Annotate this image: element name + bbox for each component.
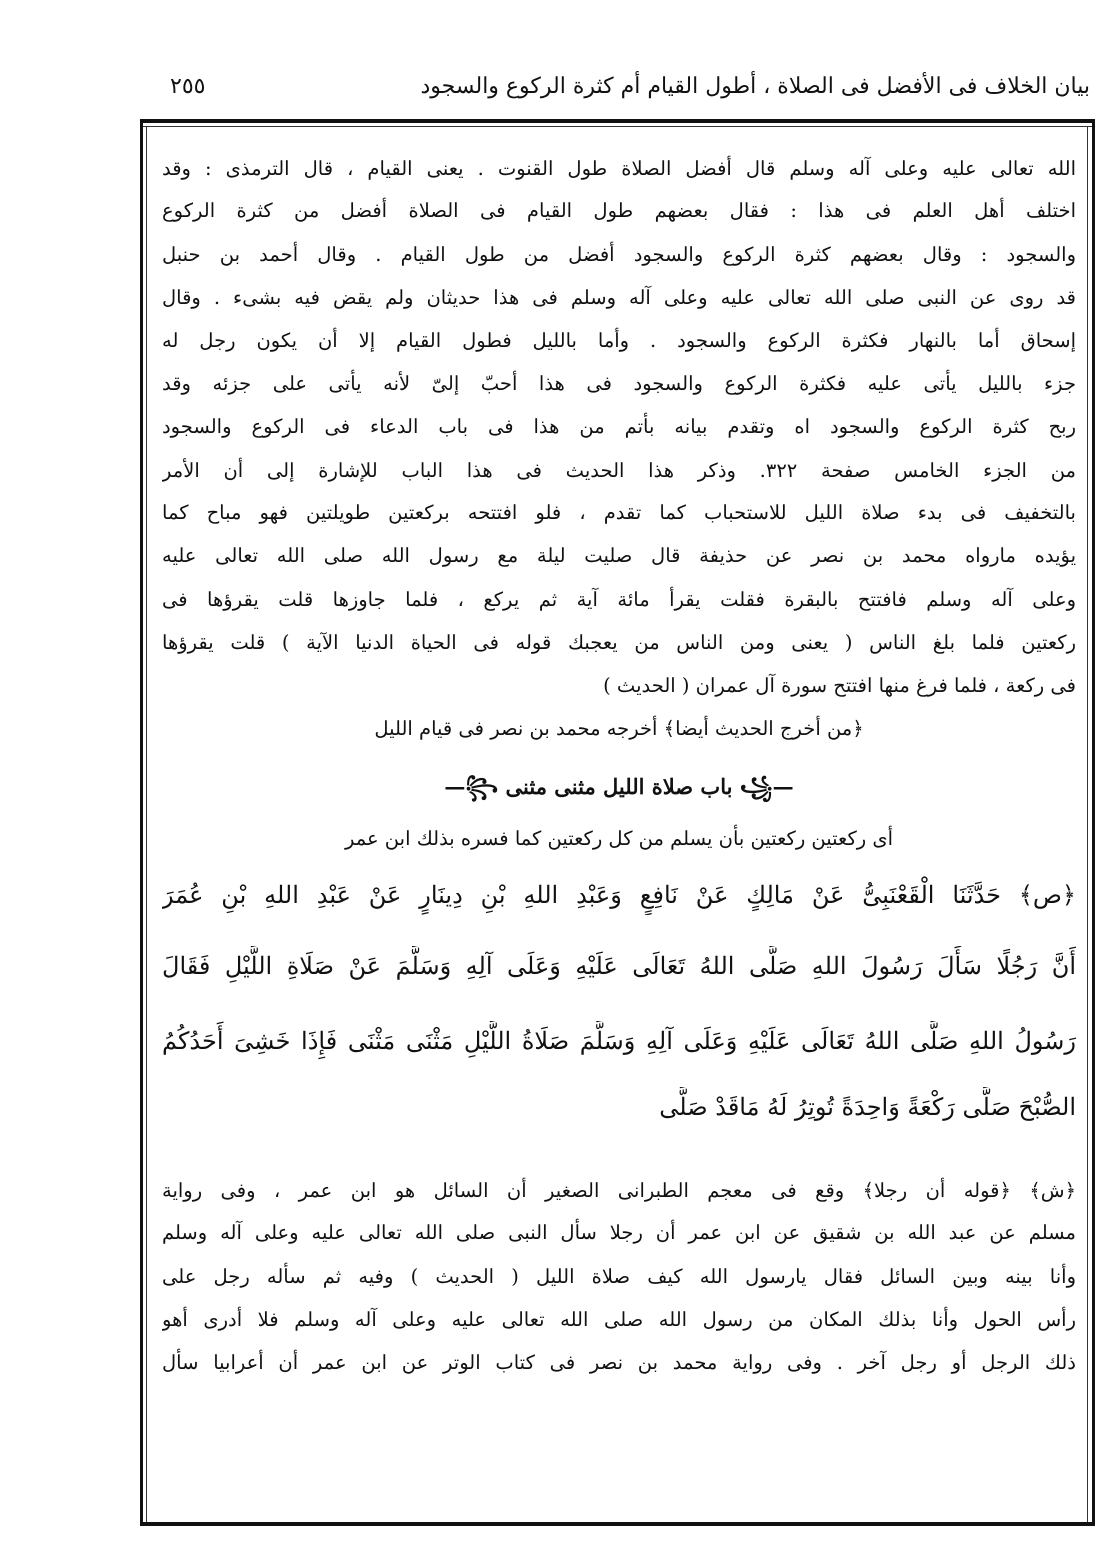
page-number: ٢٥٥ xyxy=(170,74,206,99)
text-line: قد روى عن النبى صلى الله تعالى عليه وعلى آله وسلم فى هذا حديثان ولم يقض فيه بشىء . وقال xyxy=(162,285,1076,309)
commentary-line: ﴿ش﴾ ﴿قوله أن رجلا﴾ وقع فى معجم الطبرانى الصغير أن السائل هو ابن عمر ، وفى رواية xyxy=(162,1178,1076,1202)
frame-left-rule xyxy=(140,119,143,1526)
text-line: فى ركعة ، فلما فرغ منها افتتح سورة آل عمران ( الحديث ) xyxy=(603,673,1076,697)
hadith-line: الصُّبْحَ صَلَّى رَكْعَةً وَاحِدَةً تُوتِرُ لَهُ مَاقَدْ صَلَّى xyxy=(659,1093,1076,1122)
commentary-line: رأس الحول وأنا بذلك المكان من رسول الله صلى الله تعالى عليه وعلى آله وسلم فلا أدرى أهو xyxy=(162,1308,1076,1332)
hadith-line: رَسُولُ اللهِ صَلَّى اللهُ تَعَالَى عَلَيْهِ وَعَلَى آلِهِ وَسَلَّمَ صَلَاةُ اللَّيْلِ مَثْنَى مَثْنَى فَإِذَا خَشِىَ أَحَدُكُمُ xyxy=(162,1026,1076,1055)
text-line: جزء بالليل يأتى عليه فكثرة الركوع والسجود فى هذا أحبّ إلىّ لأنه يأتى على جزئه وقد xyxy=(162,371,1076,395)
header-title: بيان الخلاف فى الأفضل فى الصلاة ، أطول القيام أم كثرة الركوع والسجود xyxy=(420,74,1090,99)
frame-left-rule-thin xyxy=(146,126,147,1522)
text-line: اختلف أهل العلم فى هذا : فقال بعضهم طول القيام فى الصلاة أفضل من كثرة الركوع xyxy=(162,199,1076,223)
text-line: والسجود : وقال بعضهم كثرة الركوع والسجود أفضل من طول القيام . وقال أحمد بن حنبل xyxy=(162,243,1076,267)
text-line: إسحاق أما بالنهار فكثرة الركوع والسجود . وأما بالليل فطول القيام إلا أن يكون رجل له xyxy=(162,329,1076,353)
frame-bottom-rule xyxy=(140,1522,1095,1526)
chapter-note: أى ركعتين ركعتين بأن يسلم من كل ركعتين كما فسره بذلك ابن عمر xyxy=(344,827,894,851)
text-line: من الجزء الخامس صفحة ٣٢٢. وذكر هذا الحديث فى هذا الباب للإشارة إلى أن الأمر xyxy=(162,458,1076,482)
frame-right-rule-thin xyxy=(1087,126,1088,1522)
takhrij-line: ﴿من أخرج الحديث أيضا﴾ أخرجه محمد بن نصر فى قيام الليل xyxy=(374,717,864,741)
text-line: وعلى آله وسلم فافتتح بالبقرة فقلت يقرأ مائة آية ثم يركع ، فلما جاوزها قلت يقرؤها فى xyxy=(162,587,1076,611)
frame-right-rule xyxy=(1092,119,1095,1526)
commentary-line: ذلك الرجل أو رجل آخر . وفى رواية محمد بن نصر فى كتاب الوتر عن ابن عمر أن أعرابيا سأل xyxy=(162,1350,1076,1374)
text-line: ركعتين فلما بلغ الناس ( يعنى ومن الناس من يعجبك قوله فى الحياة الدنيا الآية ) قلت يقرؤها xyxy=(162,631,1076,655)
frame-top-rule-thin xyxy=(140,126,1095,127)
chapter-heading: —꧁ باب صلاة الليل مثنى مثنى ꧂— xyxy=(444,773,794,799)
frame-top-rule xyxy=(140,119,1095,123)
text-line: ربح كثرة الركوع والسجود اه وتقدم بيانه بأتم من هذا فى باب الدعاء فى الركوع والسجود xyxy=(162,415,1076,439)
hadith-line: ﴿ص﴾ حَدَّثَنَا الْقَعْنَبِىُّ عَنْ مَالِكٍ عَنْ نَافِعٍ وَعَبْدِ اللهِ بْنِ دِينَارٍ عَنْ عَبْدِ اللهِ بْنِ عُمَرَ xyxy=(162,880,1076,909)
commentary-line: وأنا بينه وبين السائل فقال يارسول الله كيف صلاة الليل ( الحديث ) وفيه ثم سأله رجل على xyxy=(162,1264,1076,1288)
hadith-line: أَنَّ رَجُلًا سَأَلَ رَسُولَ اللهِ صَلَّى اللهُ تَعَالَى عَلَيْهِ وَعَلَى آلِهِ وَسَلَّمَ عَنْ صَلَاةِ اللَّيْلِ فَقَالَ xyxy=(162,952,1076,981)
text-line: يؤيده مارواه محمد بن نصر عن حذيفة قال صليت ليلة مع رسول الله صلى الله تعالى عليه xyxy=(162,543,1076,567)
running-header xyxy=(160,74,1090,110)
commentary-line: مسلم عن عبد الله بن شقيق عن ابن عمر أن رجلا سأل النبى صلى الله تعالى عليه وعلى آله وسلم xyxy=(162,1221,1076,1245)
text-line: الله تعالى عليه وعلى آله وسلم قال أفضل الصلاة طول القنوت . يعنى القيام ، قال الترمذى : وقد xyxy=(162,157,1076,180)
text-line: بالتخفيف فى بدء صلاة الليل للاستحباب كما تقدم ، فلو افتتحه بركعتين طويلتين فهو مباح كما xyxy=(162,501,1076,525)
